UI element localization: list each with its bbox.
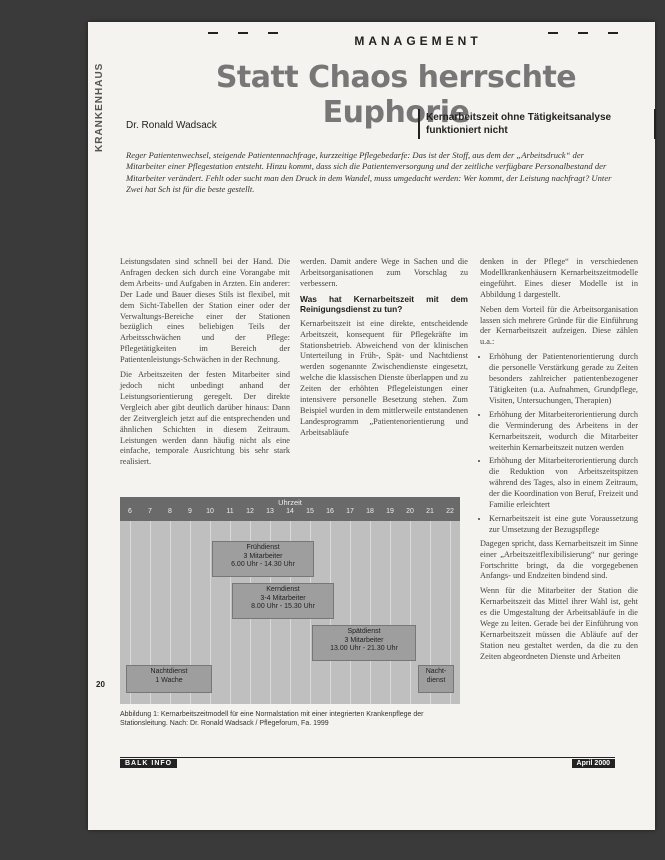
list-item: • Kernarbeitszeit ist eine gute Voraussetzung zur Umsetzung der Bezugspflege [489, 514, 638, 536]
hour-tick-label: 18 [366, 508, 374, 515]
paragraph: denken in der Pflege“ in verschiedenen Modellkrankenhäusern Kernarbeitszeitmodelle eingeführt. Eines dieser Modelle ist in Abbildung 1 dargestellt. [480, 257, 638, 299]
footer-magazine: BALK INFO [120, 759, 177, 768]
paragraph: werden. Damit andere Wege in Sachen und die Arbeitsorganisationen zum Vorschlag zu verbessern. [300, 257, 468, 288]
shift-block-late [312, 625, 416, 661]
column-3 [480, 257, 638, 667]
figure-gridline [390, 521, 391, 704]
header-dash [238, 32, 248, 34]
article-kicker: Kernarbeitszeit ohne Tätigkeitsanalyse funktioniert nicht [418, 109, 656, 139]
shift-name: Kerndienst [266, 586, 300, 593]
hour-tick-label: 16 [326, 508, 334, 515]
column-2 [300, 257, 468, 443]
header-dash [548, 32, 558, 34]
header-dash [208, 32, 218, 34]
article-title: Statt Chaos herrschte Euphorie [215, 60, 577, 130]
page-number: 20 [96, 680, 105, 689]
shift-staff: 3-4 Mitarbeiter [260, 594, 306, 602]
hour-tick-label: 9 [188, 508, 192, 515]
page-footer [120, 757, 615, 768]
figure-gridline [350, 521, 351, 704]
shift-name: Spätdienst [347, 628, 381, 635]
hour-tick-label: 11 [226, 508, 234, 515]
shift-block-night-start [126, 665, 212, 693]
shift-staff: 3 Mitarbeiter [243, 552, 283, 560]
shift-name: Nacht- [425, 668, 447, 675]
hour-tick-label: 20 [406, 508, 414, 515]
article-author: Dr. Ronald Wadsack [126, 120, 217, 131]
header-dash [268, 32, 278, 34]
hour-tick-label: 22 [446, 508, 454, 515]
list-item: • Erhöhung der Mitarbeiterorientierung durch die Verminderung des Arbeitens in der Kernarbeitszeit, wodurch die Mitarbeiter weiterhin Kernarbeitszeit nutzen werden [489, 410, 638, 454]
shift-schedule-figure [120, 497, 460, 704]
paragraph: Dagegen spricht, dass Kernarbeitszeit im Sinne einer „Arbeitszeitflexibilisierung“ nur geringe Fortschritte bringt, da die vorgegebenen Anfangs- und Endzeiten bindend sind. [480, 538, 638, 581]
shift-staff: 1 Wache [155, 676, 183, 684]
hour-tick-label: 17 [346, 508, 354, 515]
hour-tick-label: 6 [128, 508, 132, 515]
figure-header-title: Uhrzeit [278, 498, 302, 507]
shift-name: Nachtdienst [150, 668, 188, 675]
list-item: • Erhöhung der Patientenorientierung durch die personelle Verstärkung gerade zu Zeiten besonders zahlreicher patientenbezogener Tätigkeiten (u.a. Aufnahmen, Grundpflege, Visiten, Untersuchungen, Therapien) [489, 352, 638, 407]
header-dash [608, 32, 618, 34]
side-label: KRANKENHAUS [94, 62, 105, 152]
paragraph: Leistungsdaten sind schnell bei der Hand. Die Anfragen decken sich durch eine Vorangabe mit dem Arbeits- und Aufgaben in Arzten. Ein anderer: Der Lade und Bauer dieses Stils ist flexibel, mit dem Sicht-Tabellen der Station einer oder der Verwaltungs-Bereiche einer der Stationen bezüglich eines beliebigen Teils der Arbeitsschwächen und der Pflege: Pflegetätigkeiten im Bereich der Patientenleistungs-Schwächen in der Rechnung. [120, 257, 290, 365]
shift-name: Frühdienst [246, 544, 280, 551]
shift-block-night-end [418, 665, 454, 693]
shift-time: 13.00 Uhr - 21.30 Uhr [330, 645, 398, 653]
hour-tick-label: 15 [306, 508, 314, 515]
paragraph: Neben dem Vorteil für die Arbeitsorganisation lassen sich mehrere Gründe für die Einführung der Kernarbeitszeit aufzeigen. Diese zählen u.a.: [480, 304, 638, 347]
hour-tick-label: 13 [266, 508, 274, 515]
header-dash [578, 32, 588, 34]
hour-tick-label: 8 [168, 508, 172, 515]
paragraph: Die Arbeitszeiten der festen Mitarbeiter sind jedoch nicht unbedingt anhand der Leistungsorientierung geregelt. Der direkte Vergleich aber gibt deutlich darüber hinaus: Dann der Zeitvergleich jetzt auf die entsprechenden und ähnlichen Schichten in diesem Zeitraum. Leistungen werden dann häufig nicht als eine einfache, temporale Ausrichtung bis sehr stark realisiert. [120, 370, 290, 467]
shift-time: 6.00 Uhr - 14.30 Uhr [231, 561, 295, 569]
shift-time: 8.00 Uhr - 15.30 Uhr [251, 603, 315, 611]
figure-header-band [120, 497, 460, 521]
hour-tick-label: 10 [206, 508, 214, 515]
article-lead: Reger Patientenwechsel, steigende Patientennachfrage, kurzzeitige Pflegebedarfe: Das ist der Stoff, aus dem der „Arbeitsdruck“ der Mitarbeiter einer Pflegestation entsteht. Hinzu kommt, dass sich die Patientenversorgung und der zeitliche verfügbare Personalbestand der Mitarbeiter verändert. Fehlt oder sucht man den Druck in dem Wandel, muss umgedacht werden: Wer kommt, der Leistung nachfragt? Unter Zwei hat Sch ist für die beste gestellt. [126, 150, 612, 195]
subheading: Was hat Kernarbeitszeit mit dem Reinigungsdienst zu tun? [300, 293, 468, 315]
shift-block-early [212, 541, 314, 577]
hour-tick-label: 12 [246, 508, 254, 515]
shift-staff: 3 Mitarbeiter [344, 636, 384, 644]
shift-staff: dienst [426, 676, 446, 684]
shift-block-core [232, 583, 334, 619]
figure-gridline [370, 521, 371, 704]
hour-tick-label: 7 [148, 508, 152, 515]
paragraph: Wenn für die Mitarbeiter der Station die Kernarbeitszeit das Mittel ihrer Wahl ist, geht es die Umgestaltung der Arbeitsabläufe in die Wege zu leiten. Gerade bei der Einführung von Kernarbeitszeit müssen die Abläufe auf der Station neu gestaltet werden, da die zu den Zeiten abgeordneten Dienste und Arbeiten [480, 586, 638, 661]
hour-tick-label: 14 [286, 508, 294, 515]
bullet-list [480, 352, 638, 536]
magazine-page [88, 22, 655, 830]
list-item: • Erhöhung der Mitarbeiterorientierung durch die Reduktion von Arbeitszeitspitzen während des Tages, also in einem Zeitraum, der die Koordination von Beruf, Freizeit und Familie erleichtert [489, 456, 638, 511]
paragraph: Kernarbeitszeit ist eine direkte, entscheidende Arbeitszeit, konsequent für Pflegekräfte im Stationsbetrieb. Abweichend von der klinischen Unterteilung in Früh-, Spät- und Nachtdienst werden sogenannte Zwischendienste eingesetzt, welche die klassischen Dienste überlappen und zu Zeiten der erhöhten Pflegeleistungen einer intensivere personelle Besetzung stehen. Zum Beispiel wurden in dem mittlerweile entstandenen Landesprogramm „Patientenorientierung und Arbeitsabläufe [300, 318, 468, 437]
hour-tick-label: 21 [426, 508, 434, 515]
column-1 [120, 257, 290, 472]
figure-caption: Abbildung 1: Kernarbeitszeitmodell für eine Normalstation mit einer integrierten Krankenpflege der Stationsleitung. Nach: Dr. Ronald Wadsack / Pflegeforum, Fa. 1999 [120, 711, 424, 727]
section-label: MANAGEMENT [354, 34, 482, 48]
footer-issue: April 2000 [572, 759, 615, 768]
hour-tick-label: 19 [386, 508, 394, 515]
figure-gridline [410, 521, 411, 704]
